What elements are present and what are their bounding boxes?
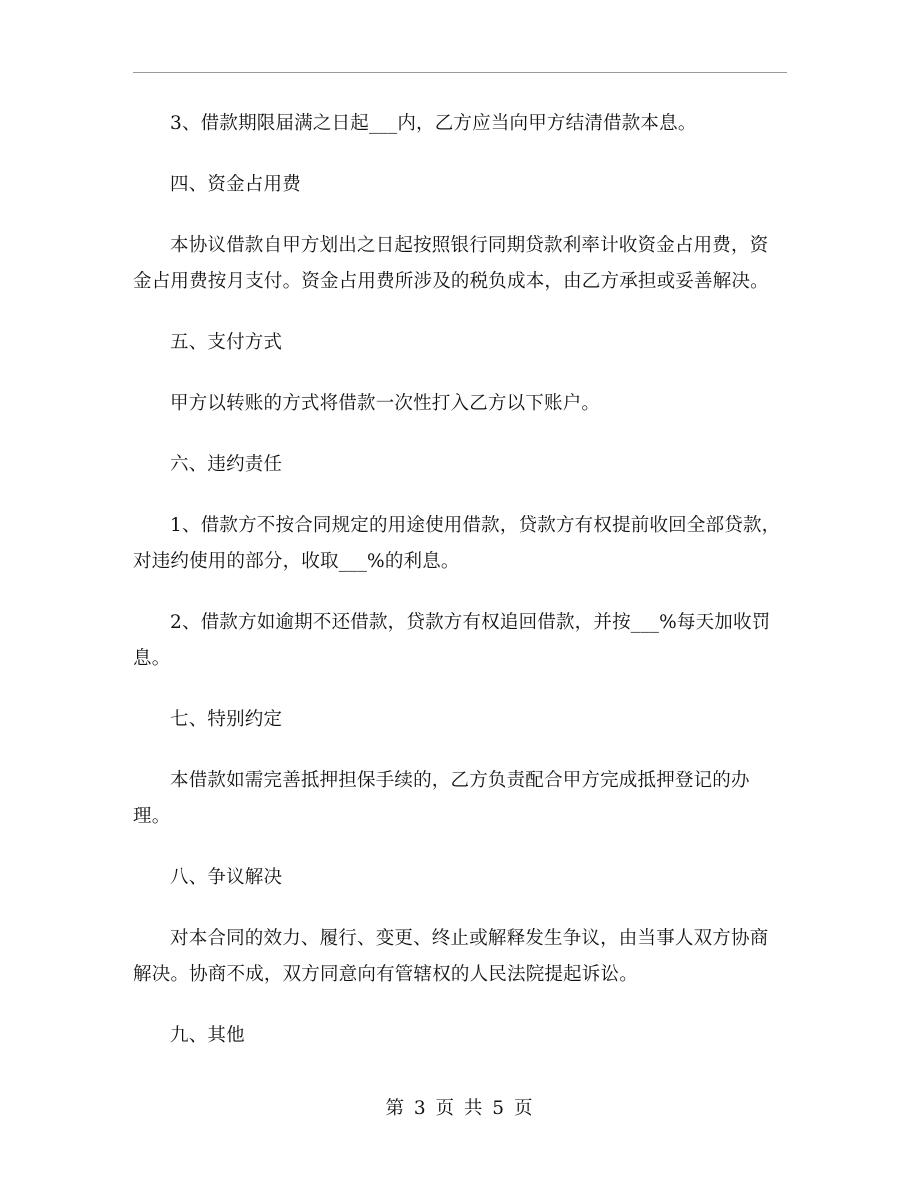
header-rule <box>133 72 787 73</box>
section-heading-fund-fee: 四、资金占用费 <box>170 174 301 195</box>
section-heading-payment-method: 五、支付方式 <box>170 332 283 353</box>
clause-breach-misuse: 1、借款方不按合同规定的用途使用借款，贷款方有权提前收回全部贷款，对违约使用的部分，收取___%的利息。 <box>133 515 781 572</box>
document-body <box>133 106 787 1079</box>
section-heading-other: 九、其他 <box>170 1025 245 1046</box>
clause-payment-method: 甲方以转账的方式将借款一次性打入乙方以下账户。 <box>170 393 601 414</box>
section-heading-dispute-resolution: 八、争议解决 <box>170 867 283 888</box>
clause-special-terms: 本借款如需完善抵押担保手续的，乙方负责配合甲方完成抵押登记的办理。 <box>133 770 750 827</box>
clause-breach-overdue: 2、借款方如逾期不还借款，贷款方有权追回借款，并按___%每天加收罚息。 <box>133 612 771 669</box>
clause-fund-fee: 本协议借款自甲方划出之日起按照银行同期贷款利率计收资金占用费，资金占用费按月支付。资金占用费所涉及的税负成本，由乙方承担或妥善解决。 <box>133 235 769 292</box>
clause-dispute-resolution: 对本合同的效力、履行、变更、终止或解释发生争议，由当事人双方协商解决。协商不成，双方同意向有管辖权的人民法院提起诉讼。 <box>133 928 769 985</box>
section-heading-breach-liability: 六、违约责任 <box>170 454 283 475</box>
page-number: 第 3 页 共 5 页 <box>385 1098 535 1119</box>
clause-3-repayment-deadline: 3、借款期限届满之日起___内，乙方应当向甲方结清借款本息。 <box>170 113 697 134</box>
section-heading-special-terms: 七、特别约定 <box>170 709 283 730</box>
